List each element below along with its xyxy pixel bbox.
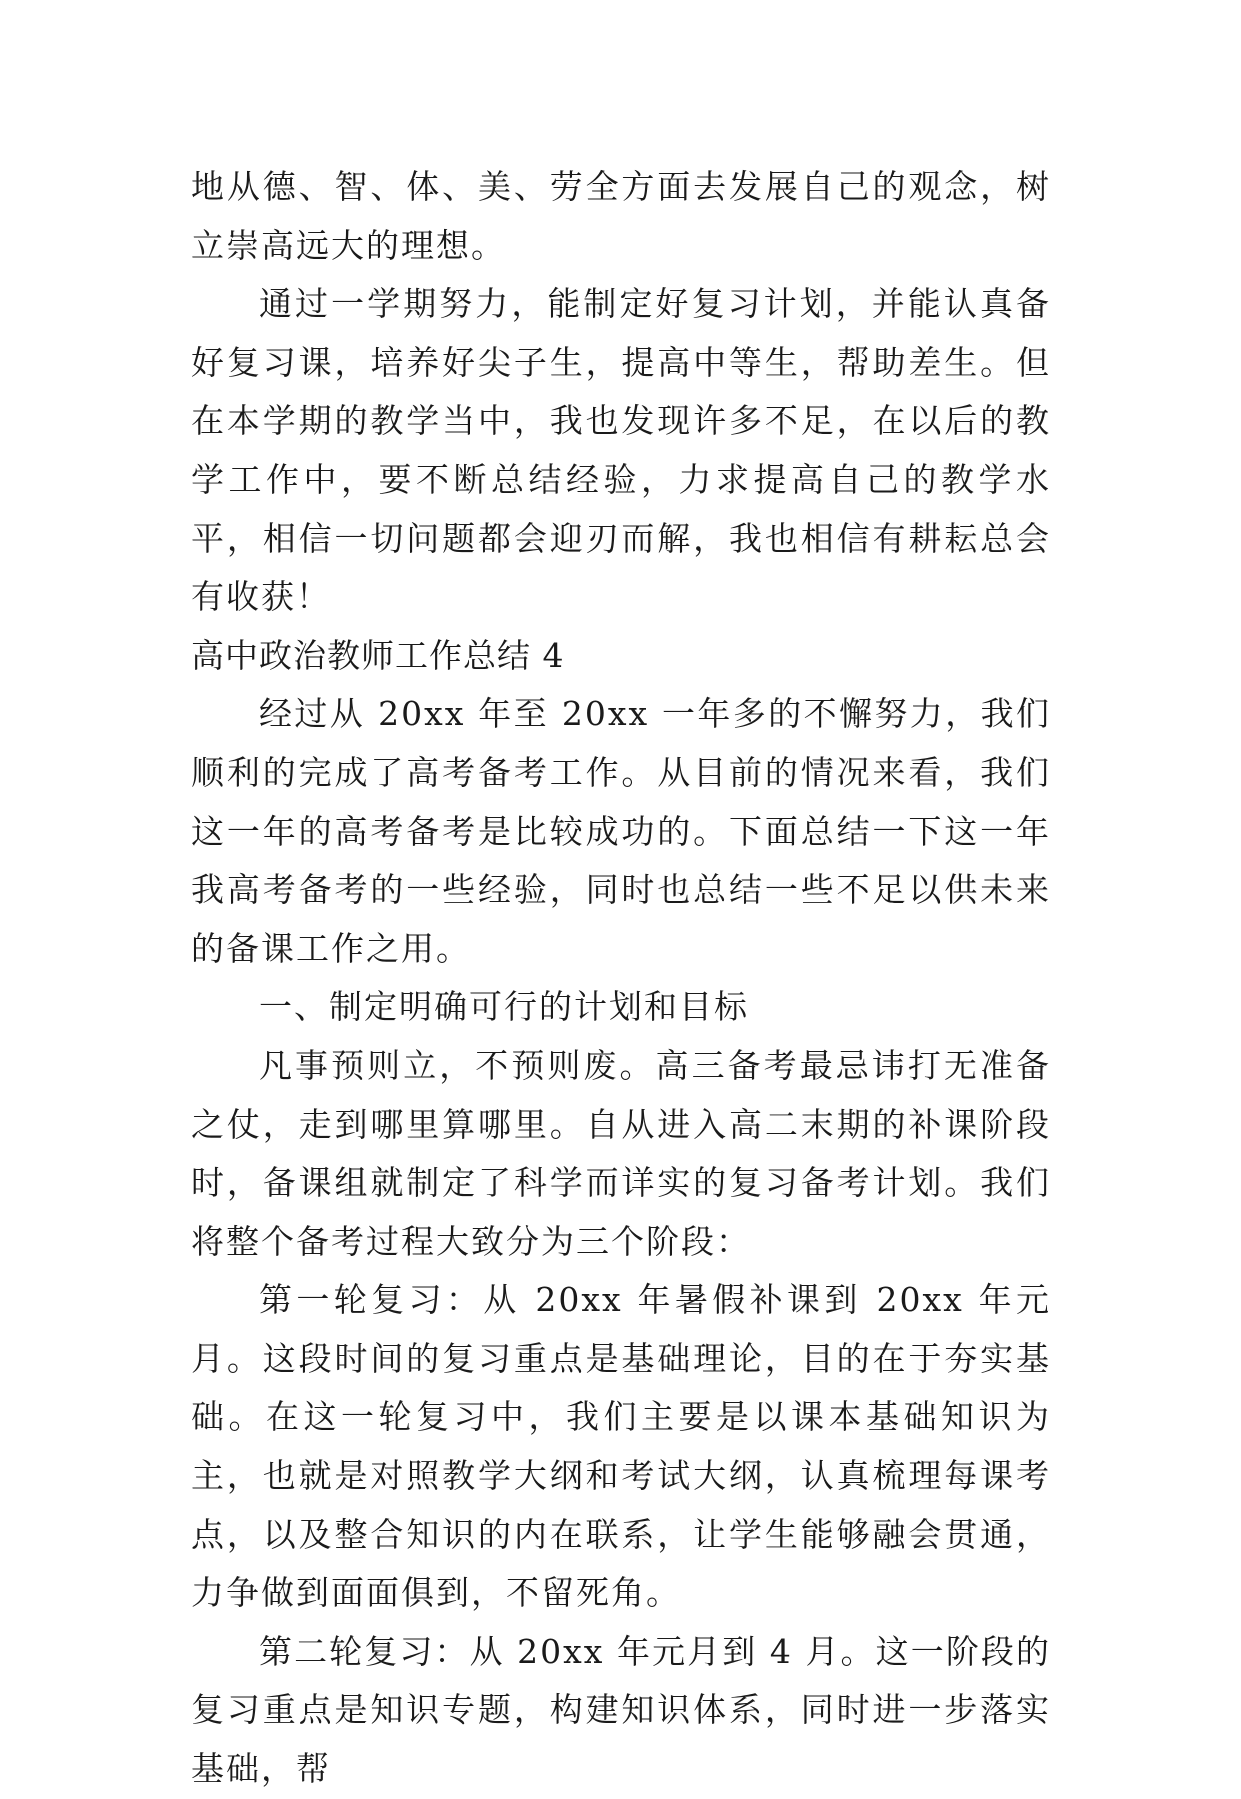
paragraph-2: 通过一学期努力，能制定好复习计划，并能认真备好复习课，培养好尖子生，提高中等生，帮助差生。但在本学期的教学当中，我也发现许多不足，在以后的教学工作中，要不断总结经验，力求提高自己的教学水平，相信一切问题都会迎刃而解，我也相信有耕耘总会有收获！ — [191, 284, 1051, 617]
section-heading: 高中政治教师工作总结 4 — [191, 635, 565, 675]
paragraph-6: 第二轮复习：从 20xx 年元月到 4 月。这一阶段的复习重点是知识专题，构建知识体系，同时进一步落实基础，帮 — [191, 1631, 1051, 1789]
paragraph-5: 第一轮复习：从 20xx 年暑假补课到 20xx 年元月。这段时间的复习重点是基础理论，目的在于夯实基础。在这一轮复习中，我们主要是以课本基础知识为主，也就是对照教学大纲和考试大纲，认真梳理每课考点，以及整合知识的内在联系，让学生能够融会贯通，力争做到面面俱到，不留死角。 — [191, 1280, 1051, 1613]
document-body — [191, 158, 1051, 1799]
paragraph-1: 地从德、智、体、美、劳全方面去发展自己的观念，树立崇高远大的理想。 — [191, 167, 1051, 265]
subheading-plan-goals: 一、制定明确可行的计划和目标 — [259, 987, 749, 1027]
paragraph-3: 经过从 20xx 年至 20xx 一年多的不懈努力，我们顺利的完成了高考备考工作。从目前的情况来看，我们这一年的高考备考是比较成功的。下面总结一下这一年我高考备考的一些经验，同时也总结一些不足以供未来的备课工作之用。 — [191, 694, 1051, 968]
paragraph-4: 凡事预则立，不预则废。高三备考最忌讳打无准备之仗，走到哪里算哪里。自从进入高二末期的补课阶段时，备课组就制定了科学而详实的复习备考计划。我们将整个备考过程大致分为三个阶段： — [191, 1045, 1051, 1261]
